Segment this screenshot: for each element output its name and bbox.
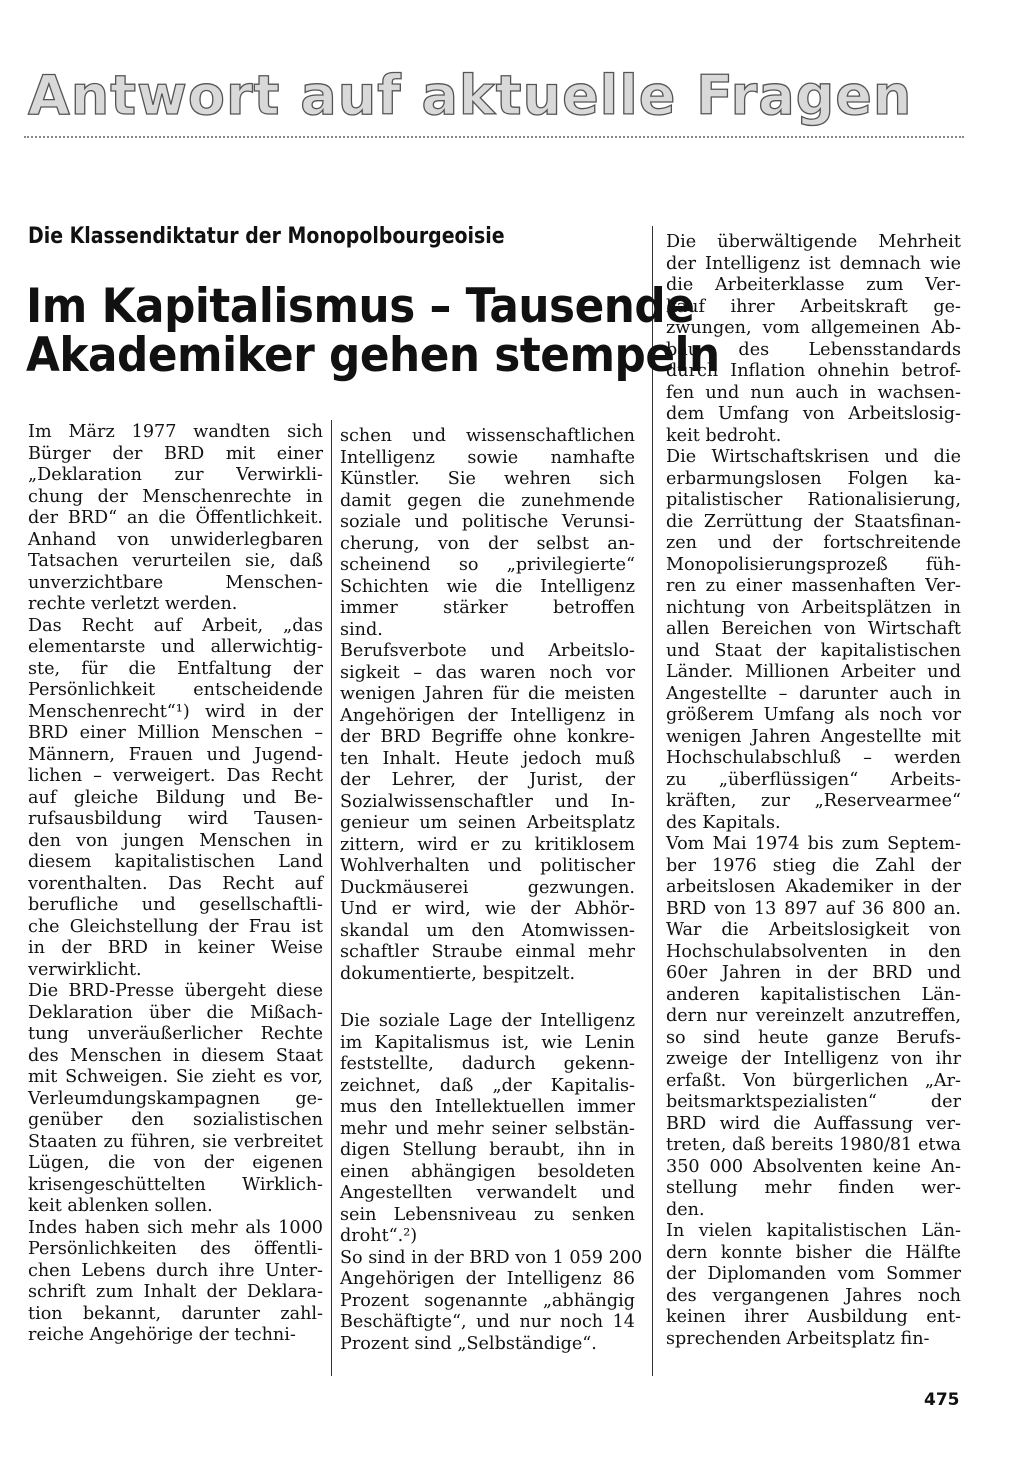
text-line: Angestellte – darunter auch in [666, 683, 961, 704]
text-line: Intelligenz sowie namhafte [340, 447, 635, 468]
text-line: genieur um seinen Arbeitsplatz [340, 813, 635, 833]
paragraph [28, 981, 323, 1218]
text-line: anderen kapitalistischen Län- [666, 984, 961, 1005]
paragraph [666, 834, 961, 1221]
text-line: im Kapitalismus ist, wie Lenin [340, 1032, 635, 1053]
text-line: Wohlverhalten und politischer [340, 856, 635, 876]
text-line: Staaten zu führen, sie verbreitet [28, 1131, 323, 1152]
text-line: 350 000 Absolventen keine An- [666, 1156, 961, 1177]
kicker: Die Klassendiktatur der Monopolbourgeoisie [28, 224, 505, 249]
text-line: chen Lebens durch ihre Unter- [28, 1260, 323, 1281]
text-line: keit bedroht. [666, 425, 782, 446]
page-number: 475 [924, 1390, 960, 1410]
text-line: ten Inhalt. Heute jedoch muß [340, 748, 635, 769]
paragraph [28, 422, 323, 616]
banner-divider [24, 136, 964, 138]
text-line: Prozent sind „Selbständige“. [340, 1333, 597, 1354]
text-line: verwirklicht. [28, 959, 142, 980]
paragraph [340, 1011, 635, 1248]
text-line: ren zu einer massenhaften Ver- [666, 576, 961, 596]
text-line: ste, für die Entfaltung der [28, 658, 323, 679]
text-line: Sozialwissenschaftler und In- [340, 791, 635, 812]
text-line: Prozent sogenannte „abhängig [340, 1290, 635, 1311]
text-line: Hochschulabschluß – werden [666, 748, 961, 768]
article-column-2 [340, 426, 643, 1355]
text-line: Die Wirtschaftskrisen und die [666, 447, 961, 467]
text-line: immer stärker betroffen [340, 598, 635, 618]
text-line: Künstler. Sie wehren sich [340, 469, 635, 489]
text-line: Die überwältigende Mehrheit [666, 232, 961, 252]
text-line: chung der Menschenrechte in [28, 486, 323, 507]
text-line: War die Arbeitslosigkeit von [666, 920, 961, 940]
text-line: Die BRD-Presse übergeht diese [28, 981, 323, 1001]
text-line: skandal um den Atomwissen- [340, 920, 635, 941]
text-line: wenigen Jahren für die meisten [340, 684, 635, 704]
column-divider [652, 226, 653, 1376]
text-line: zeichnet, daß „der Kapitalis- [340, 1075, 635, 1096]
text-line: Berufsverbote und Arbeitslo- [340, 641, 635, 661]
text-line: beitsmarktspezialisten“ der [666, 1092, 961, 1112]
text-line: der BRD Begriffe ohne konkre- [340, 727, 635, 747]
text-line: wenigen Jahren Angestellte mit [666, 726, 961, 747]
paragraph [666, 1221, 961, 1350]
text-line: des vergangenen Jahres noch [666, 1285, 961, 1306]
text-line: auf gleiche Bildung und Be- [28, 787, 323, 808]
text-line: rufsausbildung wird Tausen- [28, 809, 323, 829]
paragraph [340, 426, 635, 641]
text-line: 60er Jahren in der BRD und [666, 963, 961, 983]
text-line: BRD wird die Auffassung ver- [666, 1113, 961, 1134]
text-line: Verleumdungskampagnen ge- [28, 1088, 323, 1109]
text-line: mit Schweigen. Sie zieht es vor, [28, 1067, 323, 1087]
text-line: feststellte, dadurch gekenn- [340, 1054, 635, 1074]
column-divider [331, 420, 332, 1376]
headline [26, 279, 720, 384]
text-line: schrift zum Inhalt der Deklara- [28, 1282, 323, 1302]
text-line: reiche Angehörige der techni- [28, 1325, 296, 1345]
text-line: mehr und mehr seiner selbstän- [340, 1118, 635, 1139]
text-line: treten, daß bereits 1980/81 etwa [666, 1135, 961, 1155]
paragraph [28, 616, 323, 982]
text-line: zittern, wird er zu kritiklosem [340, 834, 635, 855]
text-line: unverzichtbare Menschen- [28, 572, 323, 593]
text-line: Persönlichkeiten des öffentli- [28, 1239, 323, 1259]
text-line: droht“.²) [340, 1226, 418, 1246]
text-line: BRD einer Million Menschen – [28, 723, 323, 743]
paragraph [28, 1218, 323, 1347]
text-line: in der BRD in keiner Weise [28, 938, 323, 958]
text-line: dern konnte bisher die Hälfte [666, 1242, 961, 1263]
text-line: größerem Umfang als noch vor [666, 705, 961, 725]
text-line: soziale und politische Verunsi- [340, 512, 635, 532]
paragraph-gap [340, 985, 635, 1011]
text-line: Das Recht auf Arbeit, „das [28, 615, 323, 636]
text-line: dokumentierte, bespitzelt. [340, 963, 576, 984]
text-line: mus den Intellektuellen immer [340, 1097, 635, 1117]
text-line: Schichten wie die Intelligenz [340, 576, 635, 597]
text-line: damit gegen die zunehmende [340, 490, 635, 511]
text-line: Monopolisierungsprozeß füh- [666, 554, 961, 575]
text-line: der Intelligenz ist demnach wie [666, 253, 961, 274]
section-banner: Antwort auf aktuelle Fragen [28, 64, 913, 127]
text-line: bau des Lebensstandards [666, 339, 961, 360]
text-line: die Arbeiterklasse zum Ver- [666, 275, 961, 295]
article-column-3 [666, 232, 961, 1350]
text-line: einen abhängigen besoldeten [340, 1161, 635, 1182]
text-line: che Gleichstellung der Frau ist [28, 916, 323, 937]
text-line: genüber den sozialistischen [28, 1110, 323, 1130]
text-line: vorenthalten. Das Recht auf [28, 873, 323, 894]
text-line: Bürger der BRD mit einer [28, 443, 323, 464]
text-line: Anhand von unwiderlegbaren [28, 529, 323, 550]
text-line: Duckmäuserei gezwungen. [340, 877, 635, 898]
text-line: In vielen kapitalistischen Län- [666, 1221, 961, 1241]
text-line: berufliche und gesellschaftli- [28, 895, 323, 915]
text-line: BRD von 13 897 auf 36 800 an. [666, 898, 961, 919]
text-line: Hochschulabsolventen in den [666, 941, 961, 962]
text-line: sprechenden Arbeitsplatz fin- [666, 1328, 930, 1349]
text-line: stellung mehr finden wer- [666, 1178, 961, 1198]
headline-line: Im Kapitalismus – Tausende [26, 279, 695, 334]
text-line: keinen ihrer Ausbildung ent- [666, 1307, 961, 1327]
text-line: erfaßt. Von bürgerlichen „Ar- [666, 1070, 961, 1091]
text-line: tion bekannt, darunter zahl- [28, 1303, 323, 1324]
text-line: ber 1976 stieg die Zahl der [666, 855, 961, 876]
text-line: Persönlichkeit entscheidende [28, 680, 323, 700]
text-line: durch Inflation ohnehin betrof- [666, 361, 961, 381]
text-line: Tatsachen verurteilen sie, daß [28, 551, 323, 571]
text-line: Angestellten verwandelt und [340, 1183, 635, 1203]
text-line: so sind heute ganze Berufs- [666, 1027, 961, 1048]
text-line: sind. [340, 619, 383, 640]
text-line: allen Bereichen von Wirtschaft [666, 619, 961, 639]
text-line: scheinend so „privilegierte“ [340, 555, 635, 575]
text-line: sigkeit – das waren noch vor [340, 662, 635, 683]
text-line: dern nur vereinzelt anzutreffen, [666, 1006, 961, 1026]
paragraph [340, 1247, 643, 1356]
text-line: nichtung von Arbeitsplätzen in [666, 597, 961, 618]
text-line: digen Stellung beraubt, ihn in [340, 1140, 635, 1160]
text-line: Länder. Millionen Arbeiter und [666, 662, 961, 682]
text-line: Lügen, die von der eigenen [28, 1153, 323, 1173]
text-line: des Kapitals. [666, 812, 781, 833]
text-line: Beschäftigte“, und nur noch 14 [340, 1312, 635, 1332]
headline-line: Akademiker gehen stempeln [26, 328, 720, 384]
text-line: zwungen, vom allgemeinen Ab- [666, 318, 961, 338]
text-line: cherung, von der selbst an- [340, 533, 635, 554]
text-line: Männern, Frauen und Jugend- [28, 744, 323, 765]
text-line: zu „überflüssigen“ Arbeits- [666, 769, 961, 790]
text-line: Und er wird, wie der Abhör- [340, 899, 635, 919]
text-line: den von jungen Menschen in [28, 830, 323, 851]
text-line: Die soziale Lage der Intelligenz [340, 1011, 635, 1031]
paragraph [340, 641, 635, 985]
text-line: kräften, zur „Reservearmee“ [666, 791, 961, 811]
text-line: der Diplomanden vom Sommer [666, 1264, 961, 1284]
text-line: Indes haben sich mehr als 1000 [28, 1217, 323, 1238]
text-line: der BRD“ an die Öffentlichkeit. [28, 508, 323, 528]
text-line: diesem kapitalistischen Land [28, 852, 323, 872]
text-line: Vom Mai 1974 bis zum Septem- [666, 834, 961, 854]
text-line: kauf ihrer Arbeitskraft ge- [666, 296, 961, 317]
text-line: des Menschen in diesem Staat [28, 1045, 323, 1066]
text-line: So sind in der BRD von 1 059 200 [340, 1247, 643, 1268]
paragraph [666, 447, 961, 834]
text-line: Im März 1977 wandten sich [28, 422, 323, 442]
text-line: elementarste und allerwichtig- [28, 637, 323, 657]
text-line: pitalistischer Rationalisierung, [666, 490, 961, 510]
text-line: Angehörigen der Intelligenz in [340, 705, 635, 726]
text-line: zen und der fortschreitende [666, 533, 961, 553]
text-line: und Staat der kapitalistischen [666, 640, 961, 661]
text-line: den. [666, 1199, 705, 1220]
article-column-1 [28, 422, 323, 1347]
text-line: die Zerrüttung der Staatsfinan- [666, 511, 961, 532]
text-line: sein Lebensniveau zu senken [340, 1204, 635, 1225]
text-line: Angehörigen der Intelligenz 86 [340, 1269, 635, 1289]
text-line: arbeitslosen Akademiker in der [666, 877, 961, 897]
text-line: tung unveräußerlicher Rechte [28, 1024, 323, 1044]
text-line: erbarmungslosen Folgen ka- [666, 468, 961, 489]
text-line: keit ablenken sollen. [28, 1196, 213, 1216]
text-line: dem Umfang von Arbeitslosig- [666, 404, 961, 424]
text-line: Deklaration über die Mißach- [28, 1002, 323, 1023]
text-line: schaftler Straube einmal mehr [340, 942, 635, 962]
text-line: fen und nun auch in wachsen- [666, 382, 961, 403]
text-line: rechte verletzt werden. [28, 594, 238, 614]
text-line: Menschenrecht“¹) wird in der [28, 701, 323, 722]
text-line: krisengeschüttelten Wirklich- [28, 1174, 323, 1195]
text-line: der Lehrer, der Jurist, der [340, 770, 635, 790]
text-line: „Deklaration zur Verwirkli- [28, 465, 323, 485]
paragraph [666, 232, 961, 447]
text-line: lichen – verweigert. Das Recht [28, 766, 323, 786]
text-line: schen und wissenschaftlichen [340, 426, 635, 446]
text-line: zweige der Intelligenz von ihr [666, 1049, 961, 1069]
